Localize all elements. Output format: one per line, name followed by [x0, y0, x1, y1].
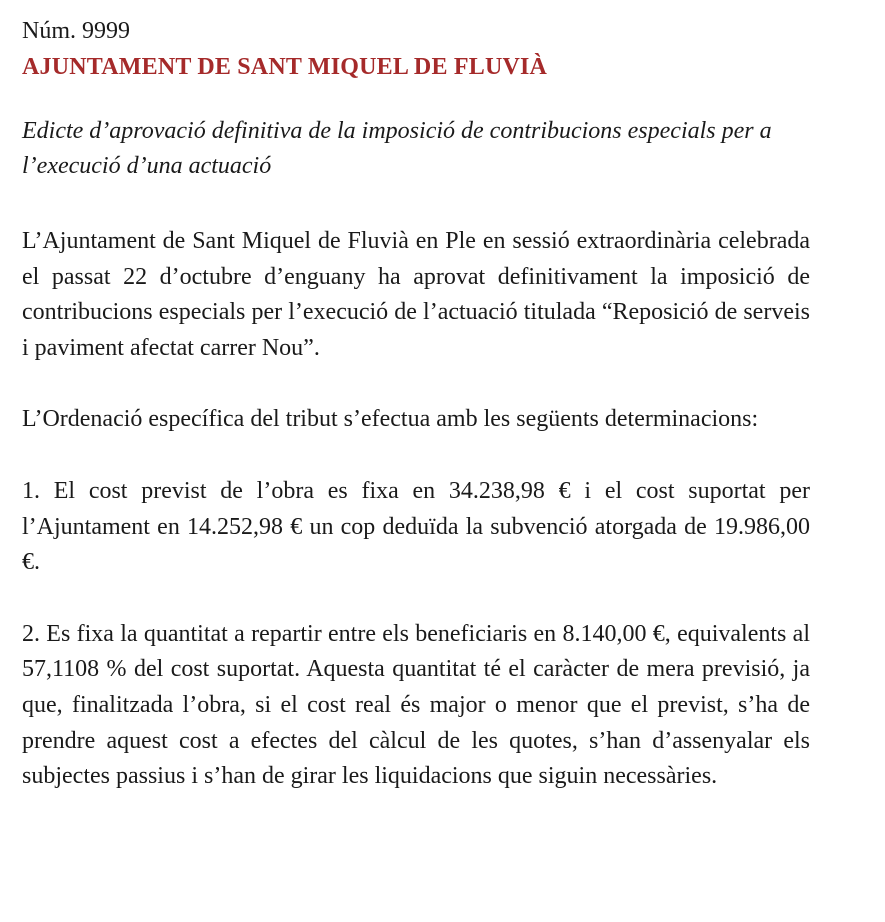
announcement-number: Núm. 9999 — [22, 18, 130, 44]
paragraph-ordenacio: L’Ordenació específica del tribut s’efectua amb les següents determinacions: — [22, 406, 759, 433]
edict-subtitle: Edicte d’aprovació definitiva de la imposició de contribucions especials per a l’execució d’una actuació — [22, 118, 772, 179]
entity-title: AJUNTAMENT DE SANT MIQUEL DE FLUVIÀ — [22, 54, 548, 80]
paragraph-item-1-cost: 1. El cost previst de l’obra es fixa en 34.238,98 € i el cost suportat per l’Ajuntament en 14.252,98 € un cop deduïda la subvenció atorgada de 19.986,00 €. — [22, 477, 810, 576]
paragraph-approval: L’Ajuntament de Sant Miquel de Fluvià en Ple en sessió extraordinària celebrada el passat 22 d’octubre d’enguany ha aprovat definitivament la imposició de contribucions especials per l’execució de l’actuació titulada “Reposició de serveis i paviment afectat carrer Nou”. — [22, 228, 810, 361]
document-page — [22, 14, 810, 795]
paragraph-item-2-distribution: 2. Es fixa la quantitat a repartir entre els beneficiaris en 8.140,00 €, equivalents al 57,1108 % del cost suportat. Aquesta quantitat té el caràcter de mera previsió, ja que, finalitzada l’obra, si el cost real és major o menor que el previst, s’ha de prendre aquest cost a efectes del càlcul de les quotes, s’han d’assenyalar els subjectes passius i s’han de girar les liquidacions que siguin necessàries. — [22, 620, 810, 790]
